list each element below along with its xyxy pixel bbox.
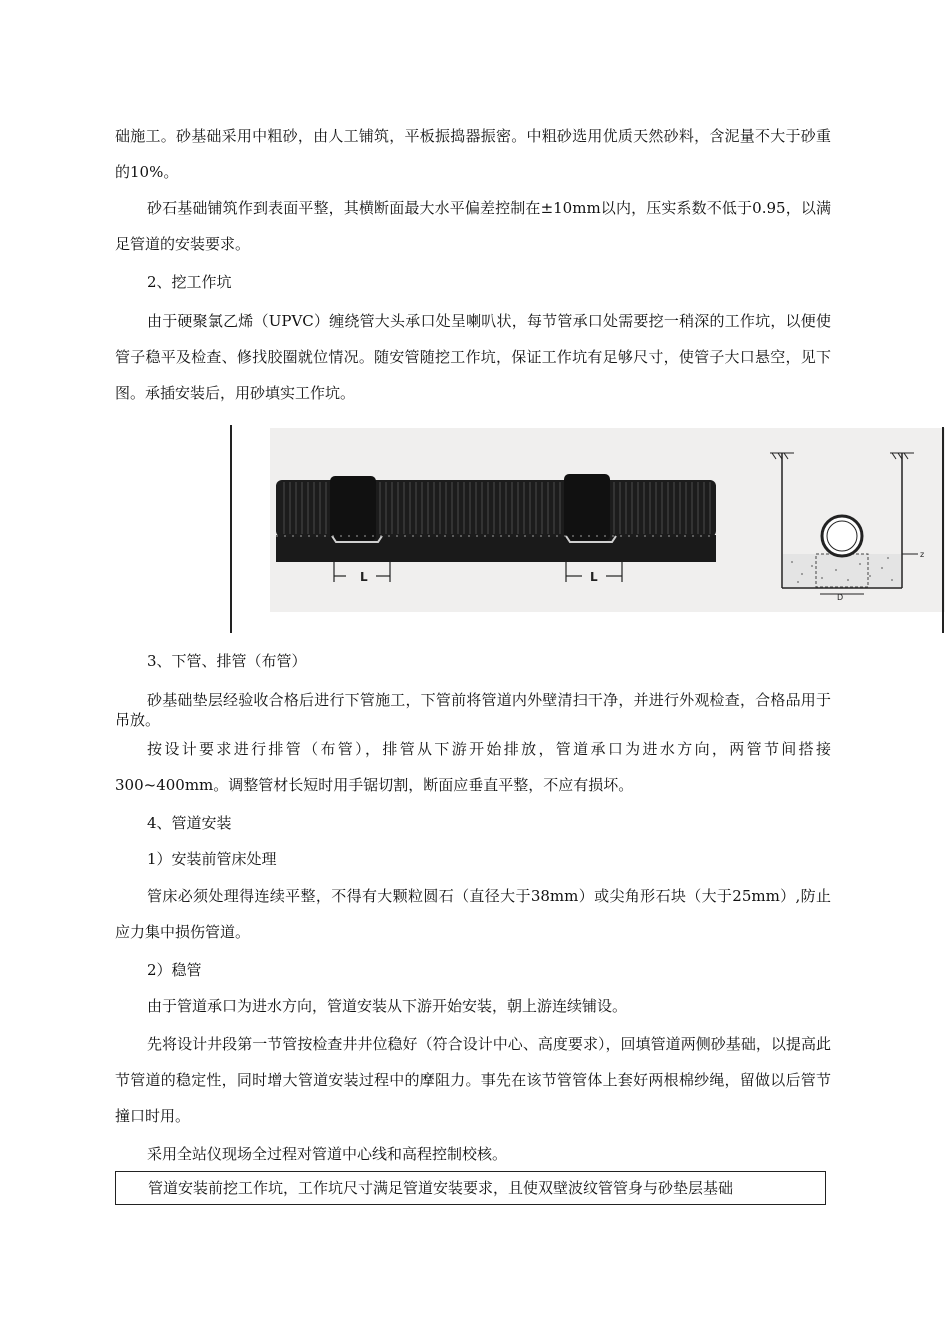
paragraph-arrange-pipe: 按设计要求进行排管（布管），排管从下游开始排放，管道承口为进水方向，两管节间搭接300~400mm。调整管材长短时用手锯切割，断面应垂直平整，不应有损坏。 bbox=[115, 740, 831, 794]
heading-dig-pit: 2、挖工作坑 bbox=[147, 273, 232, 291]
width-label: D bbox=[837, 593, 844, 602]
dimension-label-right: L bbox=[590, 570, 598, 584]
pipe-installation-figure bbox=[230, 425, 945, 633]
paragraph-lower-pipe: 砂基础垫层经验收合格后进行下管施工，下管前将管道内外壁清扫干净，并进行外观检查，合格品用于吊放。 bbox=[115, 691, 831, 729]
heading-bed-treatment: 1）安装前管床处理 bbox=[147, 850, 277, 868]
dimension-label-left: L bbox=[360, 570, 368, 584]
paragraph-dig-pit: 由于硬聚氯乙烯（UPVC）缠绕管大头承口处呈喇叭状，每节管承口处需要挖一稍深的工作坑，以便使管子稳平及检查、修找胶圈就位情况。随安管随挖工作坑，保证工作坑有足够尺寸，使管子大口悬空，见下图。承插安装后，用砂填实工作坑。 bbox=[115, 312, 831, 402]
paragraph-gravel-foundation: 砂石基础铺筑作到表面平整，其横断面最大水平偏差控制在±10mm以内，压实系数不低于0.95，以满足管道的安装要求。 bbox=[115, 199, 831, 253]
figure-right-rule bbox=[942, 427, 944, 633]
paragraph-survey-control: 采用全站仪现场全过程对管道中心线和高程控制校核。 bbox=[147, 1145, 508, 1163]
paragraph-sand-foundation: 础施工。砂基础采用中粗砂，由人工铺筑，平板振捣器振密。中粗砂选用优质天然砂料，含泥量不大于砂重的10%。 bbox=[115, 127, 831, 181]
heading-stabilize-pipe: 2）稳管 bbox=[147, 961, 202, 979]
trench-cross-section bbox=[770, 453, 924, 602]
paragraph-install-direction: 由于管道承口为进水方向，管道安装从下游开始安装，朝上游连续铺设。 bbox=[147, 997, 628, 1015]
paragraph-first-pipe: 先将设计井段第一节管按检查井井位稳好（符合设计中心、高度要求），回填管道两侧砂基础，以提高此节管道的稳定性，同时增大管道安装过程中的摩阻力。事先在该节管管体上套好两根棉纱绳，留做以后管节撞口时用。 bbox=[115, 1035, 831, 1125]
figure-left-rule bbox=[230, 425, 232, 633]
depth-label: z bbox=[920, 550, 925, 559]
heading-lower-pipe: 3、下管、排管（布管） bbox=[147, 652, 307, 670]
heading-pipe-install: 4、管道安装 bbox=[147, 814, 232, 832]
sand-bed bbox=[783, 554, 901, 587]
pipe-diagram-image bbox=[270, 428, 945, 612]
boxed-paragraph bbox=[115, 1171, 826, 1205]
pipe-socket-left bbox=[330, 476, 376, 541]
pipe-socket-right bbox=[564, 474, 610, 541]
pipe-section-circle bbox=[822, 516, 862, 556]
paragraph-bed-treatment: 管床必须处理得连续平整，不得有大颗粒圆石（直径大于38mm）或尖角形石块（大于25mm）,防止应力集中损伤管道。 bbox=[115, 887, 831, 941]
boxed-paragraph-text: 管道安装前挖工作坑，工作坑尺寸满足管道安装要求，且使双壁波纹管管身与砂垫层基础 bbox=[148, 1179, 734, 1197]
pipe-diagram-svg bbox=[270, 428, 945, 612]
